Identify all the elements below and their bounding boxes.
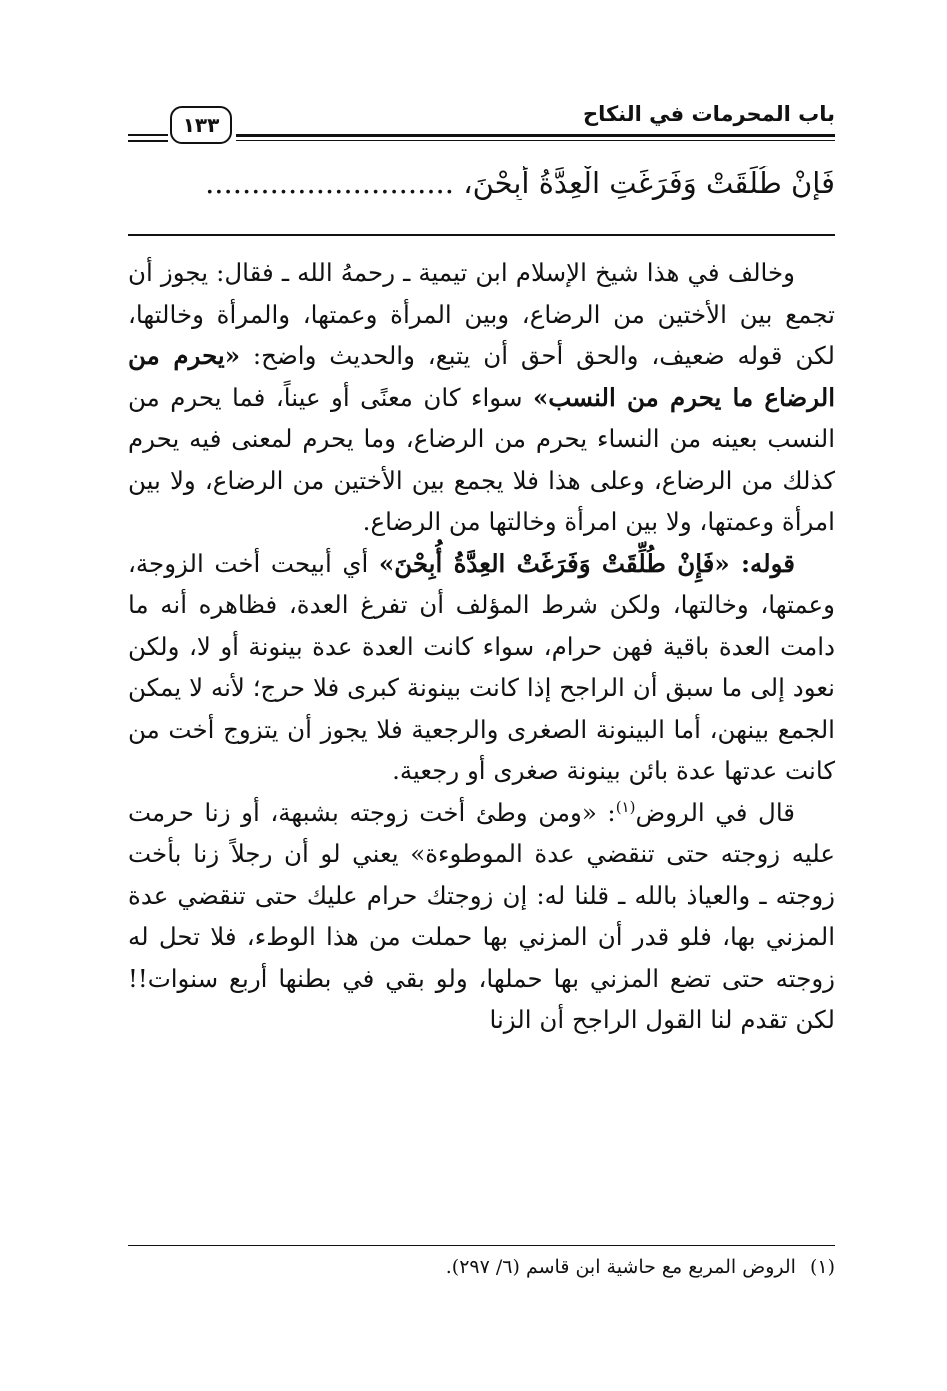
qawluhu-label: قوله: bbox=[740, 548, 795, 578]
footnote-ref: (١) bbox=[615, 797, 636, 816]
header-rule-left bbox=[128, 134, 168, 142]
footnote-marker: (١) bbox=[809, 1256, 835, 1278]
page-number: ١٣٣ bbox=[170, 106, 232, 144]
matn-text: فَإِنْ طُلِّقَتْ وَفَرَغَتِ الْعِدَّةُ أُبِحْنَ، bbox=[463, 166, 835, 200]
hadith-quote: «يحرم من الرضاع ما يحرم من النسب» bbox=[128, 341, 835, 412]
p3-head: قال في الروض bbox=[635, 797, 796, 827]
header-rule bbox=[236, 134, 835, 141]
commentary-body bbox=[128, 252, 835, 1041]
running-header bbox=[128, 100, 835, 150]
p1-tail: سواء كان معنًى أو عيناً، فما يحرم من النسب بعينه من النساء يحرم من الرضاع، وما يحرم لمعنى فيه يحرم كذلك من الرضاع، وعلى هذا فلا يجمع بين الأختين من الرضاع، ولا بين امرأة وعمتها، ولا بين امرأة وخالتها من الرضاع. bbox=[128, 382, 835, 536]
matn-line bbox=[128, 166, 835, 200]
matn-divider bbox=[128, 234, 835, 236]
footnote bbox=[128, 1253, 835, 1281]
matn-quote: «فَإِنْ طُلِّقَتْ وَفَرَغَتْ العِدَّةُ أُبِحْنَ» bbox=[378, 548, 741, 578]
chapter-title: باب المحرمات في النكاح bbox=[582, 102, 835, 126]
footnote-divider bbox=[128, 1245, 835, 1246]
p1-text: وخالف في هذا شيخ الإسلام ابن تيمية ـ رحمهُ الله ـ فقال: يجوز أن تجمع بين الأختين من الرضاع، وبين المرأة وعمتها، والمرأة وخالتها، لكن قوله ضعيف، والحق أحق أن يتبع، والحديث واضح: bbox=[128, 258, 836, 370]
footnote-text: الروض المربع مع حاشية ابن قاسم (٦/ ٢٩٧). bbox=[445, 1256, 796, 1278]
paragraph-1 bbox=[128, 252, 835, 543]
paragraph-2 bbox=[128, 543, 835, 792]
paragraph-3 bbox=[128, 792, 835, 1041]
p2-tail: أي أبيحت أخت الزوجة، وعمتها، وخالتها، ولكن شرط المؤلف أن تفرغ العدة، فظاهره أنه ما دامت العدة باقية فهن حرام، سواء كانت العدة عدة بينونة أو لا، ولكن نعود إلى ما سبق أن الراجح إذا كانت بينونة كبرى فلا حرج؛ لأنه لا يمكن الجمع بينهن، أما البينونة الصغرى والرجعية فلا يجوز أن يتزوج أخت من كانت عدتها عدة بائن بينونة صغرى أو رجعية. bbox=[128, 548, 835, 785]
matn-dots: ........................... bbox=[205, 166, 454, 200]
p3-tail: : «ومن وطئ أخت زوجته بشبهة، أو زنا حرمت عليه زوجته حتى تنقضي عدة الموطوءة» يعني لو أن رجلاً زنا بأخت زوجته ـ والعياذ بالله ـ قلنا له: إن زوجتك حرام عليك حتى تنقضي عدة المزني بها، فلو قدر أن المزني بها حملت من هذا الوطء، فلا تحل له زوجته حتى تضع المزني بها حملها، ولو بقي في بطنها أربع سنوات!! لكن تقدم لنا القول الراجح أن الزنا bbox=[128, 797, 835, 1034]
